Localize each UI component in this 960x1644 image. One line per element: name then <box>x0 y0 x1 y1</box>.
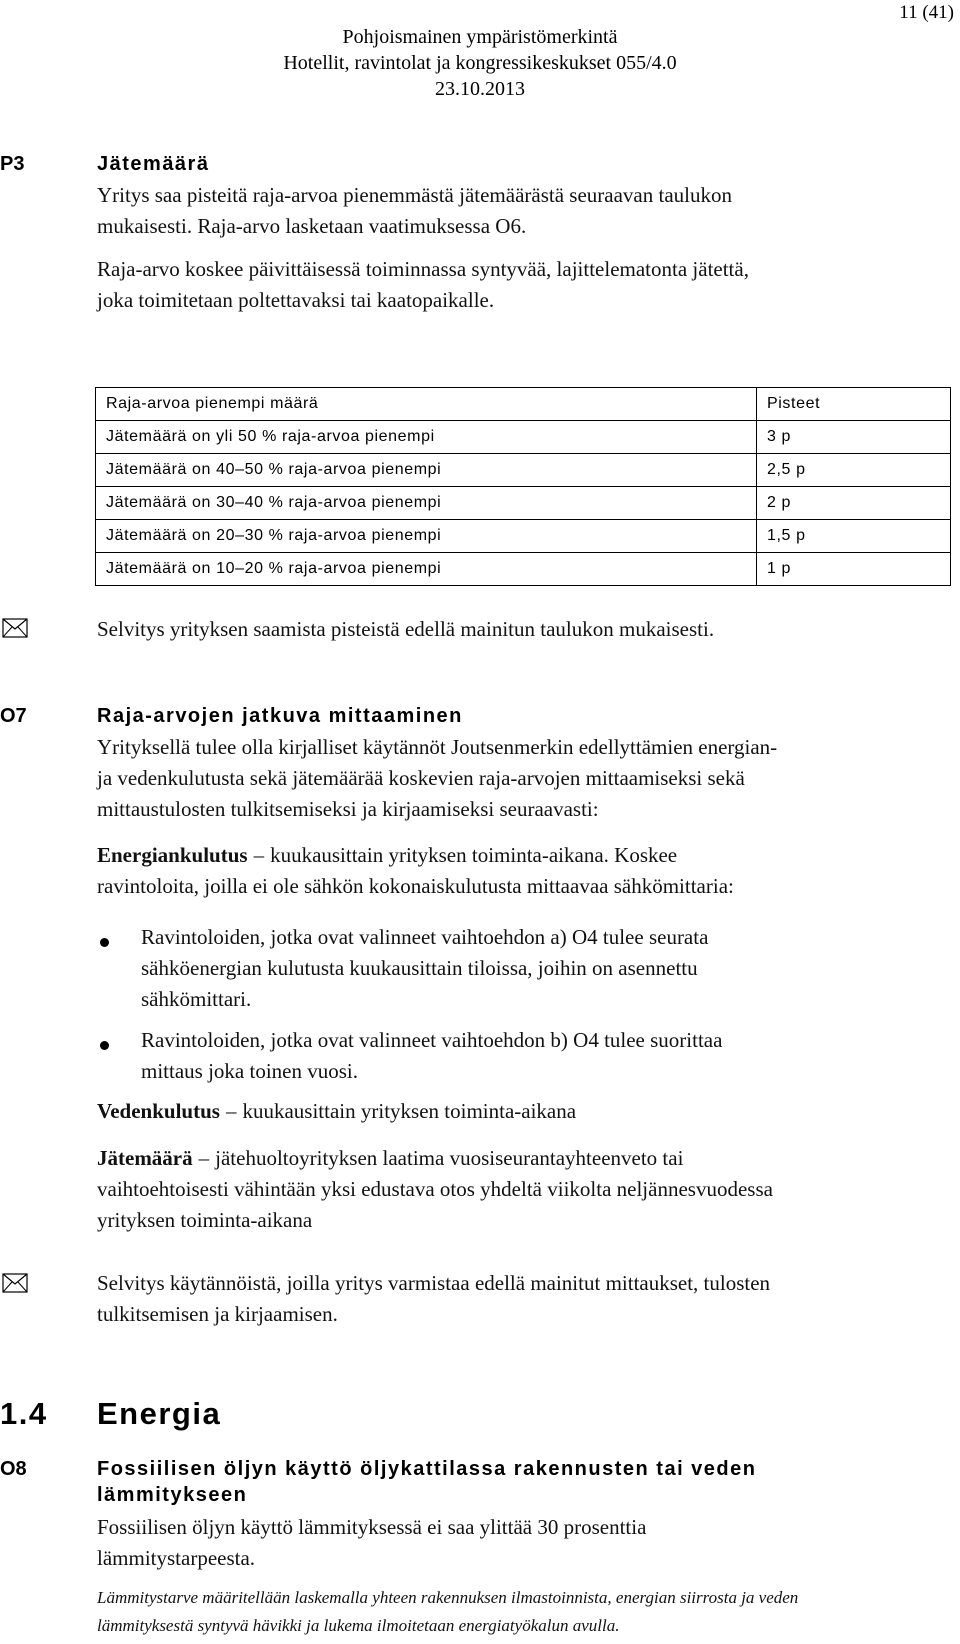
text-line <box>97 840 947 871</box>
text-line <box>97 1096 947 1127</box>
dash: – <box>225 1099 237 1123</box>
text-line: Selvitys käytännöistä, joilla yritys varmistaa edellä mainitut mittaukset, tulosten <box>97 1271 771 1295</box>
envelope-icon <box>2 1273 28 1293</box>
text-line <box>97 1143 947 1174</box>
text-line: Yritys saa pisteitä raja-arvoa pienemmästä jätemäärästä seuraavan taulukon <box>97 183 732 207</box>
o8-text <box>97 1512 947 1574</box>
table-cell: Jätemäärä on 20–30 % raja-arvoa pienempi <box>96 520 757 553</box>
text-line: ravintoloita, joilla ei ole sähkön kokonaiskulutusta mittaavaa sähkömittaria: <box>97 874 734 898</box>
water-text: kuukausittain yrityksen toiminta-aikana <box>242 1099 577 1123</box>
bullet-icon <box>100 938 109 947</box>
text-line: Fossiilisen öljyn käyttö lämmityksessä ei saa ylittää 30 prosenttia <box>97 1515 647 1539</box>
bullet-icon <box>100 1041 109 1050</box>
waste-text: jätehuoltoyrityksen laatima vuosiseurantayhteenveto tai <box>215 1146 684 1170</box>
text-line: joka toimitetaan poltettavaksi tai kaatopaikalle. <box>97 288 495 312</box>
text-line: Lämmitystarve määritellään laskemalla yhteen rakennuksen ilmastoinnista, energian siirrosta ja veden <box>97 1588 799 1607</box>
dash: – <box>198 1146 210 1170</box>
dash: – <box>253 843 265 867</box>
table-row <box>96 421 951 454</box>
text-line: tulkitsemisen ja kirjaamisen. <box>97 1302 338 1326</box>
o7-evidence <box>97 1268 947 1330</box>
title-line: lämmitykseen <box>97 1484 248 1506</box>
requirement-code: O7 <box>0 705 27 727</box>
text-line: yrityksen toiminta-aikana <box>97 1208 313 1232</box>
table-cell: Jätemäärä on 40–50 % raja-arvoa pienempi <box>96 454 757 487</box>
o7-intro <box>97 732 947 825</box>
section-number: 1.4 <box>0 1396 48 1431</box>
page-number: 11 (41) <box>899 2 954 23</box>
table-cell: 3 p <box>757 421 951 454</box>
section-title: Energia <box>97 1396 222 1431</box>
column-header: Raja-arvoa pienempi määrä <box>96 388 757 421</box>
table-cell: 2,5 p <box>757 454 951 487</box>
p3-paragraph-2 <box>97 254 947 316</box>
table-row <box>96 553 951 586</box>
table-row <box>96 487 951 520</box>
text-line: Ravintoloiden, jotka ovat valinneet vaihtoehdon a) O4 tulee seurata <box>141 925 709 949</box>
text-line: Ravintoloiden, jotka ovat valinneet vaihtoehdon b) O4 tulee suorittaa <box>141 1028 723 1052</box>
p3-paragraph-1 <box>97 180 947 242</box>
text-line: sähköenergian kulutusta kuukausittain tiloissa, joihin on asennettu <box>141 956 698 980</box>
text-line: ja vedenkulutusta sekä jätemäärää koskevien raja-arvojen mittaamiseksi sekä <box>97 766 745 790</box>
table-cell: 1 p <box>757 553 951 586</box>
o7-water <box>97 1096 947 1127</box>
o7-energy <box>97 840 947 902</box>
text-line: sähkömittari. <box>141 987 252 1011</box>
requirement-title <box>97 1456 756 1508</box>
text-line: Raja-arvo koskee päivittäisessä toiminnassa syntyvää, lajittelematonta jätettä, <box>97 257 749 281</box>
envelope-icon <box>2 618 28 638</box>
header-line-1: Pohjoismainen ympäristömerkintä <box>342 26 618 48</box>
o7-bullet-2 <box>141 1025 951 1087</box>
table-cell: 2 p <box>757 487 951 520</box>
document-header <box>0 24 960 102</box>
text-line: Yrityksellä tulee olla kirjalliset käytännöt Joutsenmerkin edellyttämien energian- <box>97 735 778 759</box>
header-line-2: Hotellit, ravintolat ja kongressikeskukset 055/4.0 <box>283 52 677 74</box>
text-line: lämmitystarpeesta. <box>97 1546 256 1570</box>
energy-text: kuukausittain yrityksen toiminta-aikana. Koskee <box>270 843 678 867</box>
points-table <box>95 387 951 586</box>
title-line: Fossiilisen öljyn käyttö öljykattilassa rakennusten tai veden <box>97 1458 757 1480</box>
text-line: mittaus joka toinen vuosi. <box>141 1059 358 1083</box>
table-row <box>96 520 951 553</box>
text-line: lämmityksestä syntyvä hävikki ja lukema ilmoitetaan energiatyökalun avulla. <box>97 1616 620 1635</box>
o8-footnote <box>97 1584 947 1640</box>
header-line-3: 23.10.2013 <box>435 78 525 100</box>
table-cell: Jätemäärä on yli 50 % raja-arvoa pienempi <box>96 421 757 454</box>
requirement-code: P3 <box>0 153 25 175</box>
requirement-code: O8 <box>0 1458 27 1480</box>
column-header: Pisteet <box>757 388 951 421</box>
water-label: Vedenkulutus <box>97 1099 220 1123</box>
table-cell: Jätemäärä on 10–20 % raja-arvoa pienempi <box>96 553 757 586</box>
text-line: vaihtoehtoisesti vähintään yksi edustava otos yhdeltä viikolta neljännesvuodessa <box>97 1177 773 1201</box>
requirement-title: Raja-arvojen jatkuva mittaaminen <box>97 705 463 727</box>
text-line: mittaustulosten tulkitsemiseksi ja kirjaamiseksi seuraavasti: <box>97 797 599 821</box>
table-row <box>96 454 951 487</box>
requirement-title: Jätemäärä <box>97 153 210 175</box>
p3-evidence: Selvitys yrityksen saamista pisteistä edellä mainitun taulukon mukaisesti. <box>97 617 715 641</box>
energy-label: Energiankulutus <box>97 843 248 867</box>
table-header-row <box>96 388 951 421</box>
text-line: mukaisesti. Raja-arvo lasketaan vaatimuksessa O6. <box>97 214 527 238</box>
o7-waste <box>97 1143 947 1236</box>
table-cell: 1,5 p <box>757 520 951 553</box>
waste-label: Jätemäärä <box>97 1146 193 1170</box>
table-cell: Jätemäärä on 30–40 % raja-arvoa pienempi <box>96 487 757 520</box>
o7-bullet-1 <box>141 922 951 1015</box>
